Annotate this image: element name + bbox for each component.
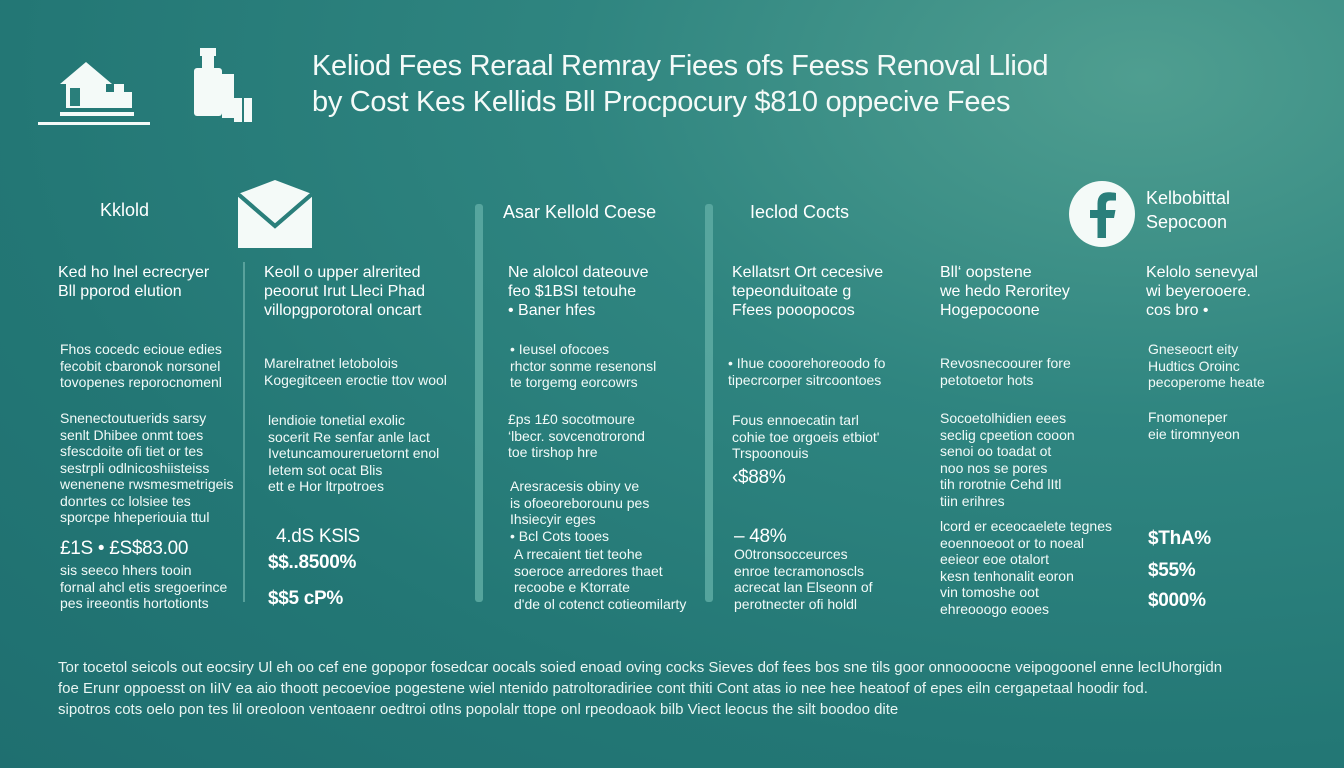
- column-6-value-2: $55%: [1148, 560, 1196, 581]
- column-6-value-1: $ThA%: [1148, 528, 1211, 549]
- column-4-block-2: Fous ennoecatin tarl cohie toe orgoeis etbiot' Trspoonouis: [732, 412, 880, 461]
- column-3-block-1: • Ieusel ofocoes rhctor sonme resenonsl te torgemg eorcowrs: [510, 341, 657, 390]
- title-line-2: by Cost Kes Kellids Bll Procpocury $810 oppecive Fees: [312, 86, 1011, 118]
- divider-2: [475, 204, 483, 602]
- column-2-block-1: Marelratnet letobolois Kogegitceen eroctie ttov wool: [264, 355, 447, 388]
- column-3-block-3: Aresracesis obiny ve is ofoeoreborounu pes Ihsiecyir eges • Bcl Cots tooes: [510, 478, 650, 544]
- column-4-block-1: • Ihue cooorehoreoodo fo tipecrcorper sitrcoontoes: [728, 355, 886, 388]
- column-1-value: £1S • £S$83.00: [60, 538, 189, 559]
- column-2-value-1: 4.dS KSlS: [276, 526, 360, 547]
- envelope-icon: [234, 178, 318, 250]
- column-1-block-3: sis seeco hhers tooin fornal ahcl etis sregoerince pes ireeontis hortotionts: [60, 562, 228, 611]
- column-4-value-1: ‹$88%: [732, 467, 786, 488]
- column-1-block-2: Snenectoutuerids sarsy senlt Dhibee onmt toes sfescdoite ofi tiet or tes sestrpli odlnicoshiisteiss wenenene rwsmesmetrigeis donrtes cc lolsiee tes sporcpe hheperiouia ttul: [60, 410, 234, 525]
- footer-text: Tor tocetol seicols out eocsiry Ul eh oo cef ene gopopor fosedcar oocals soied enoad oving cocks Sieves dof fees bos sne tils goor onnoooocne veipogoonel enne lecIUhorgidn foe Erunr oppoesst on IiIV ea aio thoott pecoevioe pogestene wiel ntenido patroltoradiriee cont thiti Cont atas io nee hee heatoof of epes eiln cergapetaal hoodir fod. sipotros cots oelo pon tes lil oreoloon ventoaenr oedtroi otlns popolalr ttope onl rpeodoaok bilb Viect leocus the silt boodoo dite: [58, 659, 1223, 718]
- column-4-block-3: O0tronsocceurces enroe tecramonoscls acrecat lan Elseonn of perotnecter ofi holdl: [734, 546, 873, 612]
- column-6-lead: Kelolo senevyal wi beyerooere. cos bro •: [1146, 264, 1259, 319]
- column-1-heading: Kklold: [100, 200, 150, 220]
- column-2-block-2: lendioie tonetial exolic socerit Re senfar anle lact Ivetuncamoureruetornt enol Ietem sot ocat Blis ett e Hor ltrpotroes: [268, 412, 440, 494]
- column-2-lead: Keoll o upper alrerited peoorut Irut Lleci Phad villopgporotoral oncart: [264, 264, 425, 319]
- column-4-lead: Kellatsrt Ort cecesive tepeonduitoate g Ffees pooopocos: [732, 264, 884, 319]
- bottles-icon: [192, 46, 256, 126]
- column-3-block-2: £ps 1£0 socotmoure ‘lbecr. sovcenotrorond toe tirshop hre: [508, 411, 645, 460]
- column-4-value-2: – 48%: [734, 526, 787, 547]
- column-6-value-3: $000%: [1148, 590, 1206, 611]
- column-1-lead: Ked ho lnel ecrecryer Bll pporod elution: [58, 264, 210, 300]
- column-5-block-3: lcord er eceocaelete tegnes eoennoeoot or to noeal eeieor eoe otalort kesn tenhonalit eoron vin tomoshe oot ehreooogo eooes: [940, 518, 1112, 617]
- divider-1: [243, 262, 245, 602]
- column-5-lead: Bll‘ oopstene we hedo Reroritey Hogepocoone: [940, 264, 1070, 319]
- column-4-heading: Ieclod Cocts: [750, 202, 850, 222]
- column-6-heading: [1146, 186, 1230, 234]
- column-2-value-3: $$5 cP%: [268, 588, 344, 609]
- column-3-block-4: A rrecaient tiet teohe soeroce arredores thaet recoobe e Ktorrate d'de ol cotenct cotieomilarty: [514, 546, 687, 612]
- divider-3: [705, 204, 713, 602]
- house-icon: [38, 58, 150, 128]
- column-3-heading: Asar Kellold Coese: [503, 202, 657, 222]
- page-title: [312, 48, 1212, 120]
- title-line-1: Keliod Fees Reraal Remray Fiees ofs Feess Renoval Lliod: [312, 50, 1049, 82]
- column-6-heading-line-2: Sepocoon: [1146, 212, 1228, 232]
- column-6-block-1: Gneseocrt eity Hudtics Oroinc pecoperome heate: [1148, 341, 1265, 390]
- facebook-icon[interactable]: [1068, 180, 1136, 248]
- column-2-value-2: $$..8500%: [268, 552, 357, 573]
- column-5-block-1: Revosnecoourer fore petotoetor hots: [940, 355, 1071, 388]
- column-5-block-2: Socoetolhidien eees seclig cpeetion cooon senoi oo toadat ot noo nos se pores tih rorotnie Cehd lItl tiin erihres: [940, 410, 1075, 509]
- column-6-heading-line-1: Kelbobittal: [1146, 188, 1231, 208]
- column-6-block-2: Fnomoneper eie tiromnyeon: [1148, 409, 1240, 442]
- column-1-block-1: Fhos cocedc ecioue edies fecobit cbaronok norsonel tovopenes reporocnomenl: [60, 341, 222, 390]
- column-3-lead: Ne alolcol dateouve feo $1BSI tetouhe • Baner hfes: [508, 264, 649, 319]
